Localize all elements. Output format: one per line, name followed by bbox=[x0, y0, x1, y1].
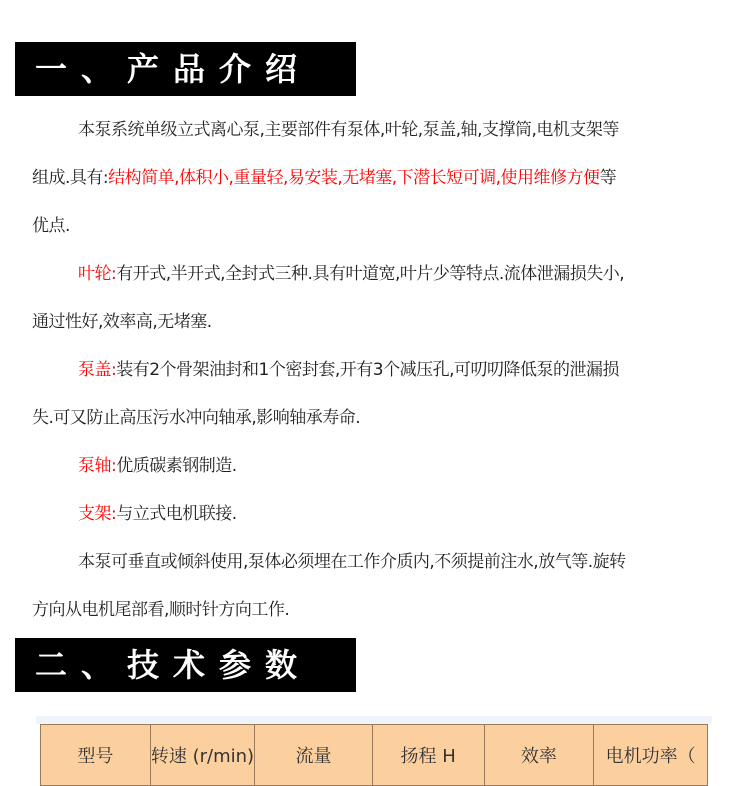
text: 组成.具有: bbox=[32, 168, 109, 188]
label-impeller: 叶轮: bbox=[78, 264, 117, 284]
paragraph-line bbox=[78, 262, 624, 286]
paragraph-line bbox=[78, 454, 237, 478]
header-flow: 流量 bbox=[255, 725, 373, 786]
text: 有开式,半开式,全封式三种.具有叶道宽,叶片少等特点.流体泄漏损失小, bbox=[116, 264, 625, 284]
label-shaft: 泵轴: bbox=[78, 456, 117, 476]
params-table bbox=[40, 724, 708, 786]
paragraph-line: 方向从电机尾部看,顺时针方向工作. bbox=[32, 600, 290, 620]
text: 等 bbox=[599, 168, 617, 188]
header-efficiency: 效率 bbox=[484, 725, 594, 786]
section-heading-tech-params: 二、技术参数 bbox=[15, 638, 356, 692]
highlight-text: 结构简单,体积小,重量轻,易安装,无堵塞,下潜长短可调,使用维修方便 bbox=[108, 168, 600, 188]
header-motor-power: 电机功率（ bbox=[594, 725, 708, 786]
header-model: 型号 bbox=[41, 725, 151, 786]
text: 装有2个骨架油封和1个密封套,开有3个减压孔,可叨叨降低泵的泄漏损 bbox=[116, 360, 619, 380]
header-speed: 转速 (r/min) bbox=[150, 725, 254, 786]
paragraph-line bbox=[78, 502, 237, 526]
paragraph-line bbox=[78, 358, 619, 382]
label-bracket: 支架: bbox=[78, 504, 117, 524]
header-head: 扬程 H bbox=[372, 725, 484, 786]
section-heading-product-intro: 一、产品介绍 bbox=[15, 42, 356, 96]
paragraph-line: 优点. bbox=[32, 216, 70, 236]
paragraph-line: 通过性好,效率高,无堵塞. bbox=[32, 312, 212, 332]
text: 与立式电机联接. bbox=[116, 504, 237, 524]
table-frame bbox=[36, 716, 712, 724]
paragraph-line: 本泵系统单级立式离心泵,主要部件有泵体,叶轮,泵盖,轴,支撑筒,电机支架等 bbox=[78, 120, 619, 140]
paragraph-line: 失.可又防止高压污水冲向轴承,影响轴承寿命. bbox=[32, 408, 361, 428]
label-pump-cover: 泵盖: bbox=[78, 360, 117, 380]
table-header-row bbox=[41, 725, 708, 786]
paragraph-line: 本泵可垂直或倾斜使用,泵体必须埋在工作介质内,不须提前注水,放气等.旋转 bbox=[78, 552, 626, 572]
text: 优质碳素钢制造. bbox=[116, 456, 237, 476]
paragraph-line bbox=[32, 166, 616, 190]
